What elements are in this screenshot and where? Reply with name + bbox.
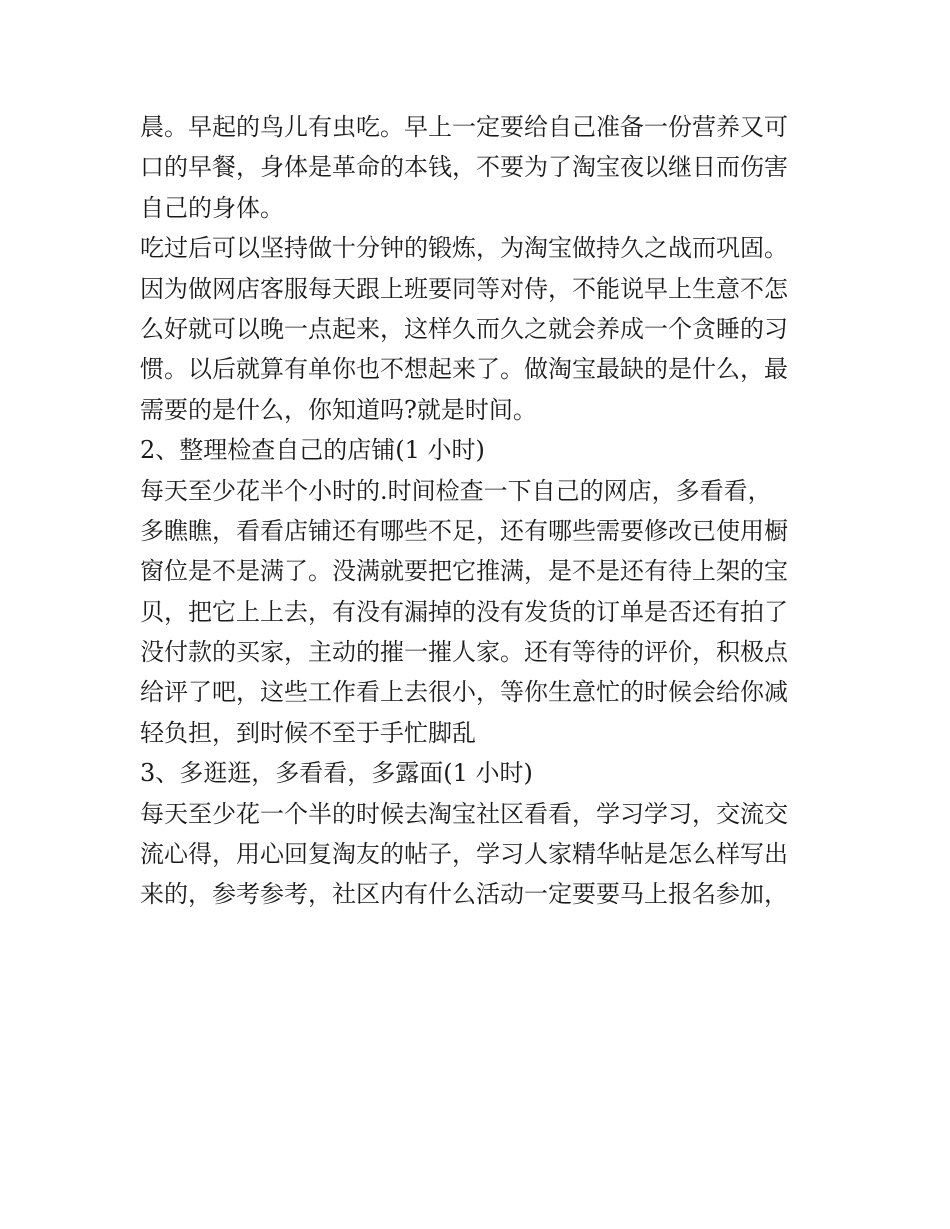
text-line: 因为做网店客服每天跟上班要同等对侍，不能说早上生意不怎 (140, 274, 788, 303)
section-heading: 3、多逛逛，多看看，多露面(1 小时) (140, 759, 533, 788)
text-line: 每天至少花一个半的时候去淘宝社区看看，学习学习，交流交 (140, 799, 788, 828)
text-line: 口的早餐，身体是革命的本钱，不要为了淘宝夜以继日而伤害 (140, 153, 788, 182)
text-line: 么好就可以晚一点起来，这样久而久之就会养成一个贪睡的习 (140, 314, 788, 343)
text-line: 需要的是什么，你知道吗?就是时间。 (140, 395, 537, 424)
text-line: 流心得，用心回复淘友的帖子，学习人家精华帖是怎么样写出 (140, 840, 788, 869)
text-line: 多瞧瞧，看看店铺还有哪些不足，还有哪些需要修改已使用橱 (140, 516, 788, 545)
text-line: 晨。早起的鸟儿有虫吃。早上一定要给自己准备一份营养又可 (140, 113, 788, 141)
text-line: 窗位是不是满了。没满就要把它推满，是不是还有待上架的宝 (140, 557, 788, 586)
text-line: 贝，把它上上去，有没有漏掉的没有发货的订单是否还有拍了 (140, 597, 788, 626)
text-line: 吃过后可以坚持做十分钟的锻炼，为淘宝做持久之战而巩固。 (140, 234, 788, 263)
text-line: 没付款的买家，主动的摧一摧人家。还有等待的评价，积极点 (140, 638, 788, 667)
text-line: 给评了吧，这些工作看上去很小，等你生意忙的时候会给你减 (140, 678, 788, 707)
text-line: 轻负担，到时候不至于手忙脚乱 (140, 718, 476, 747)
section-heading: 2、整理检查自己的店铺(1 小时) (140, 436, 485, 465)
text-line: 惯。以后就算有单你也不想起来了。做淘宝最缺的是什么，最 (140, 355, 788, 384)
text-line: 来的，参考参考，社区内有什么活动一定要要马上报名参加， (140, 880, 788, 909)
text-line: 每天至少花半个小时的.时间检查一下自己的网店，多看看， (140, 476, 772, 505)
text-line: 自己的身体。 (140, 193, 284, 222)
body-text (140, 107, 816, 915)
